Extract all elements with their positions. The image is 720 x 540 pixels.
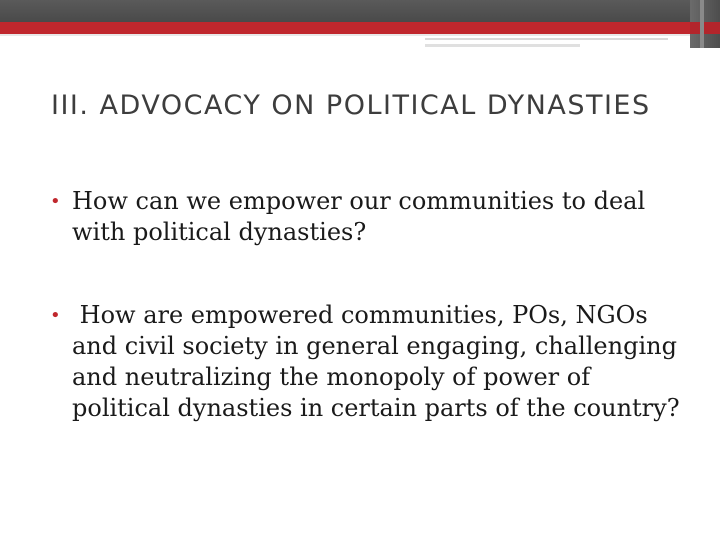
bullet-text: How are empowered communities, POs, NGOs and civil society in general engaging, challenging and neutralizing the monopoly of power of political dynasties in certain parts of the country?: [72, 301, 685, 422]
banner-divider: [0, 34, 720, 36]
bullet-item: [50, 186, 690, 248]
right-corner-stripe: [700, 0, 704, 48]
slide-title: III. ADVOCACY ON POLITICAL DYNASTIES: [51, 90, 651, 121]
decorative-line: [425, 38, 668, 40]
bullet-list: [50, 186, 690, 476]
bullet-icon: •: [50, 305, 61, 326]
decorative-line: [425, 44, 580, 47]
bullet-item: [50, 300, 690, 424]
top-banner: [0, 0, 720, 22]
red-accent-band: [0, 22, 720, 34]
right-corner-red-band: [690, 22, 720, 34]
bullet-text: How can we empower our communities to deal with political dynasties?: [72, 187, 646, 246]
bullet-icon: •: [50, 191, 61, 212]
